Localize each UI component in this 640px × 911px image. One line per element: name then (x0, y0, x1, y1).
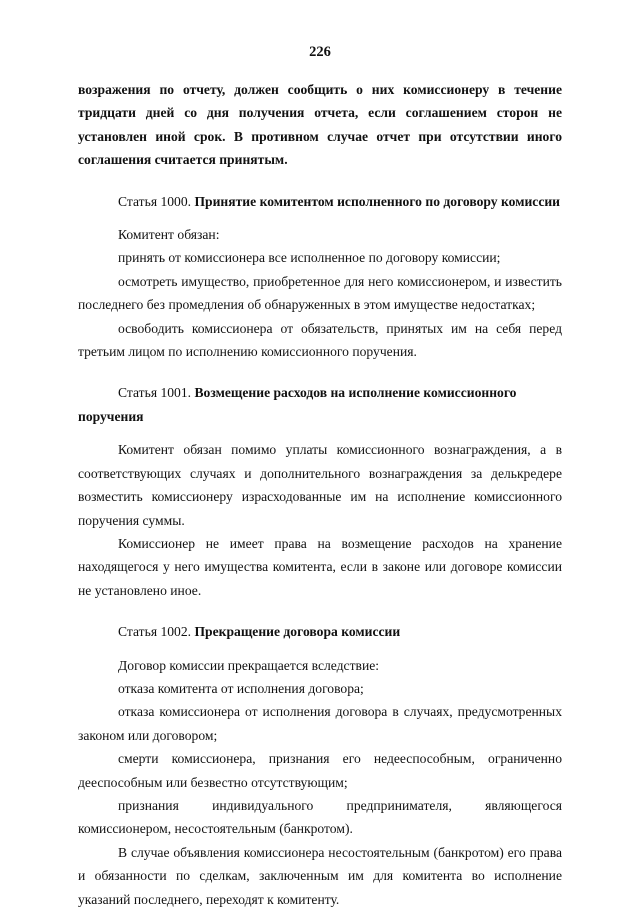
article-paragraph: Комитент обязан: (118, 227, 220, 243)
article-heading-1000 (78, 190, 562, 213)
article-paragraph: смерти комиссионера, признания его недееспособным, ограниченно дееспособным или безвестно отсутствующим; (78, 751, 562, 790)
article-title: Прекращение договора комиссии (194, 624, 401, 640)
article-number: Статья 1002. (118, 624, 192, 640)
article-paragraph: осмотреть имущество, приобретенное для него комиссионером, и известить последнего без промедления об обнаруженных в этом имуществе недостатках; (78, 273, 562, 313)
article-paragraph: принять от комиссионера все исполненное по договору комиссии; (118, 250, 501, 266)
article-paragraph: Комиссионер не имеет права на возмещение расходов на хранение находящегося у него имущества комитента, если в законе или договоре комиссии не установлено иное. (78, 535, 562, 598)
article-paragraph: освободить комиссионера от обязательств, принятых им на себя перед третьим лицом по исполнению комиссионного поручения. (78, 320, 562, 360)
page-number: 226 (309, 44, 331, 60)
article-title: Возмещение расходов на исполнение комиссионного поручения (78, 385, 517, 424)
intro-paragraph: возражения по отчету, должен сообщить о них комиссионеру в течение тридцати дней со дня получения отчета, если соглашением сторон не установлен иной срок. В противном случае отчет при отсутствии иного соглашения считается принятым. (78, 82, 562, 168)
article-paragraph: признания индивидуального предпринимателя, являющегося комиссионером, несостоятельным (банкротом). (78, 797, 562, 837)
article-paragraph: В случае объявления комиссионера несостоятельным (банкротом) его права и обязанности по сделкам, заключенным им для комитента во исполнение указаний последнего, переходят к комитенту. (78, 844, 562, 907)
article-paragraph: отказа комитента от исполнения договора; (118, 680, 364, 696)
article-title: Принятие комитентом исполненного по договору комиссии (194, 193, 561, 209)
article-heading-1002 (78, 620, 562, 643)
article-paragraph: Комитент обязан помимо уплаты комиссионного вознаграждения, а в соответствующих случаях и дополнительного вознаграждения за делькредере возместить комиссионеру израсходованные им на исполнение комиссионного поручения суммы. (78, 442, 562, 528)
page-content (78, 78, 562, 911)
article-heading-1001 (78, 381, 562, 428)
article-paragraph: отказа комиссионера от исполнения договора в случаях, предусмотренных законом или договором; (78, 704, 562, 743)
article-paragraph: Договор комиссии прекращается вследствие: (118, 657, 380, 673)
article-number: Статья 1001. (118, 385, 192, 401)
article-number: Статья 1000. (118, 193, 192, 209)
